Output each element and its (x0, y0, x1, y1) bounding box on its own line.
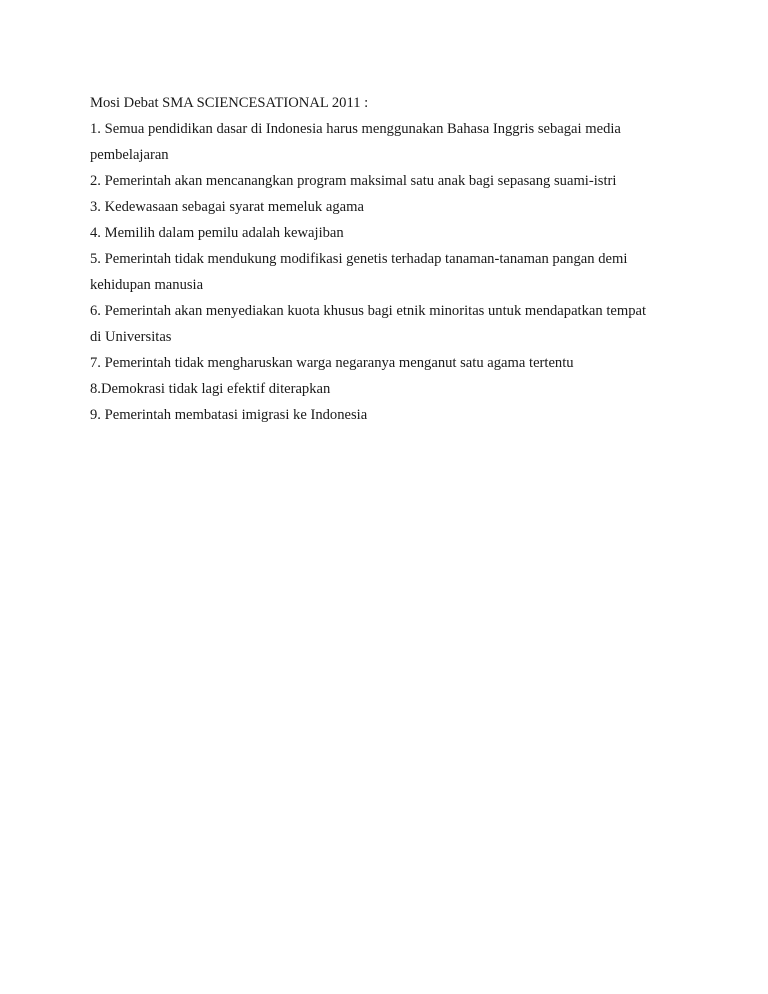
motion-6-line-1: 6. Pemerintah akan menyediakan kuota khusus bagi etnik minoritas untuk mendapatkan tempat (90, 303, 647, 319)
motion-3: 3. Kedewasaan sebagai syarat memeluk agama (90, 199, 364, 215)
motion-6-line-2: di Universitas (90, 329, 172, 345)
motion-7: 7. Pemerintah tidak mengharuskan warga negaranya menganut satu agama tertentu (90, 355, 574, 371)
motion-1-line-1: 1. Semua pendidikan dasar di Indonesia harus menggunakan Bahasa Inggris sebagai media (90, 121, 621, 137)
motion-1-line-2: pembelajaran (90, 147, 169, 163)
document-body (90, 90, 690, 428)
motion-9: 9. Pemerintah membatasi imigrasi ke Indonesia (90, 407, 368, 423)
motion-5-line-2: kehidupan manusia (90, 277, 204, 293)
motion-5-line-1: 5. Pemerintah tidak mendukung modifikasi genetis terhadap tanaman-tanaman pangan demi (90, 251, 628, 267)
motion-4: 4. Memilih dalam pemilu adalah kewajiban (90, 225, 344, 241)
motion-8: 8.Demokrasi tidak lagi efektif diterapkan (90, 381, 331, 397)
document-heading: Mosi Debat SMA SCIENCESATIONAL 2011 : (90, 95, 369, 111)
motion-2: 2. Pemerintah akan mencanangkan program maksimal satu anak bagi sepasang suami-istri (90, 173, 617, 189)
